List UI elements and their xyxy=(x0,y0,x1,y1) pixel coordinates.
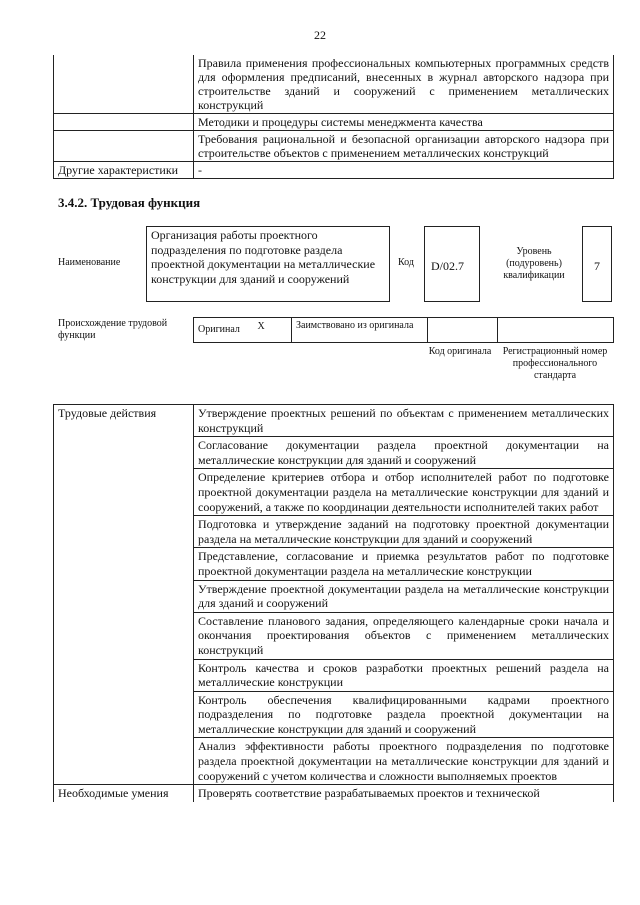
origin-table xyxy=(193,317,614,343)
knowledge-row: Требования рациональной и безопасной организации авторского надзора при строительстве объектов с применением металлических конструкций xyxy=(194,131,614,162)
labor-action-row: Контроль качества и сроков разработки проектных решений раздела на металлические конструкции xyxy=(194,659,614,691)
labor-action-row: Подготовка и утверждение заданий на подготовку проектной документации раздела на металлические конструкции для зданий и сооружений xyxy=(194,516,614,548)
labor-action-row: Утверждение проектных решений по объектам с применением металлических конструкций xyxy=(194,405,614,437)
skills-label: Необходимые умения xyxy=(54,785,194,802)
name-label: Наименование xyxy=(58,257,121,268)
section-title: 3.4.2. Трудовая функция xyxy=(58,195,201,210)
code-original-cell xyxy=(428,318,498,343)
labor-action-row: Контроль обеспечения квалифицированными кадрами проектного подразделения по подготовке раздела проектной документации на металлические конструкции для зданий и сооружений xyxy=(194,691,614,738)
labor-action-row: Анализ эффективности работы проектного подразделения по подготовке раздела проектной документации на металлические конструкции для зданий и сооружений с учетом количества и сложности выполняемых проектов xyxy=(194,738,614,785)
function-code-box: D/02.7 xyxy=(424,226,480,302)
skill-row: Проверять соответствие разрабатываемых проектов и технической xyxy=(194,785,614,802)
origin-label: Происхождение трудовой функции xyxy=(58,318,168,341)
labor-action-row: Представление, согласование и приемка результатов работ по подготовке проектной документации раздела на металлические конструкции xyxy=(194,548,614,580)
code-original-label: Код оригинала xyxy=(428,346,492,357)
labor-action-row: Согласование документации раздела проектной документации на металлические конструкции для зданий и сооружений xyxy=(194,437,614,469)
page-number: 22 xyxy=(314,28,326,42)
function-name-box: Организация работы проектного подразделения по подготовке раздела проектной документации на металлические конструкции для зданий и сооружений xyxy=(146,226,390,302)
labor-action-row: Утверждение проектной документации раздела на металлические конструкции для зданий и сооружений xyxy=(194,580,614,612)
borrowed-label: Заимствовано из оригинала xyxy=(292,318,428,343)
original-mark: X xyxy=(254,318,292,343)
labor-actions-label: Трудовые действия xyxy=(54,405,194,785)
labor-action-row: Составление планового задания, определяющего календарные сроки начала и окончания проектирования объектов с применением металлических конструкций xyxy=(194,612,614,659)
registration-number-cell xyxy=(498,318,614,343)
registration-number-label: Регистрационный номер профессионального стандарта xyxy=(502,346,608,381)
qualification-level-box: 7 xyxy=(582,226,612,302)
empty-label-cell xyxy=(54,131,194,162)
knowledge-row: Методики и процедуры системы менеджмента качества xyxy=(194,114,614,131)
empty-label-cell xyxy=(54,114,194,131)
other-characteristics-value: - xyxy=(194,162,614,179)
original-label: Оригинал xyxy=(194,318,254,343)
knowledge-table-continuation xyxy=(53,55,614,179)
knowledge-row: Правила применения профессиональных компьютерных программных средств для оформления предписаний, внесенных в журнал авторского надзора при строительстве зданий и сооружений с применением металлических конструкций xyxy=(194,55,614,114)
empty-label-cell xyxy=(54,55,194,114)
other-characteristics-label: Другие характеристики xyxy=(54,162,194,179)
level-label: Уровень (подуровень) квалификации xyxy=(503,246,565,281)
labor-actions-table xyxy=(53,404,614,802)
labor-action-row: Определение критериев отбора и отбор исполнителей работ по подготовке проектной документации раздела на металлические конструкции для зданий и сооружений, а также по координации деятельности исполнителей таких работ xyxy=(194,469,614,516)
code-label: Код xyxy=(398,257,414,268)
